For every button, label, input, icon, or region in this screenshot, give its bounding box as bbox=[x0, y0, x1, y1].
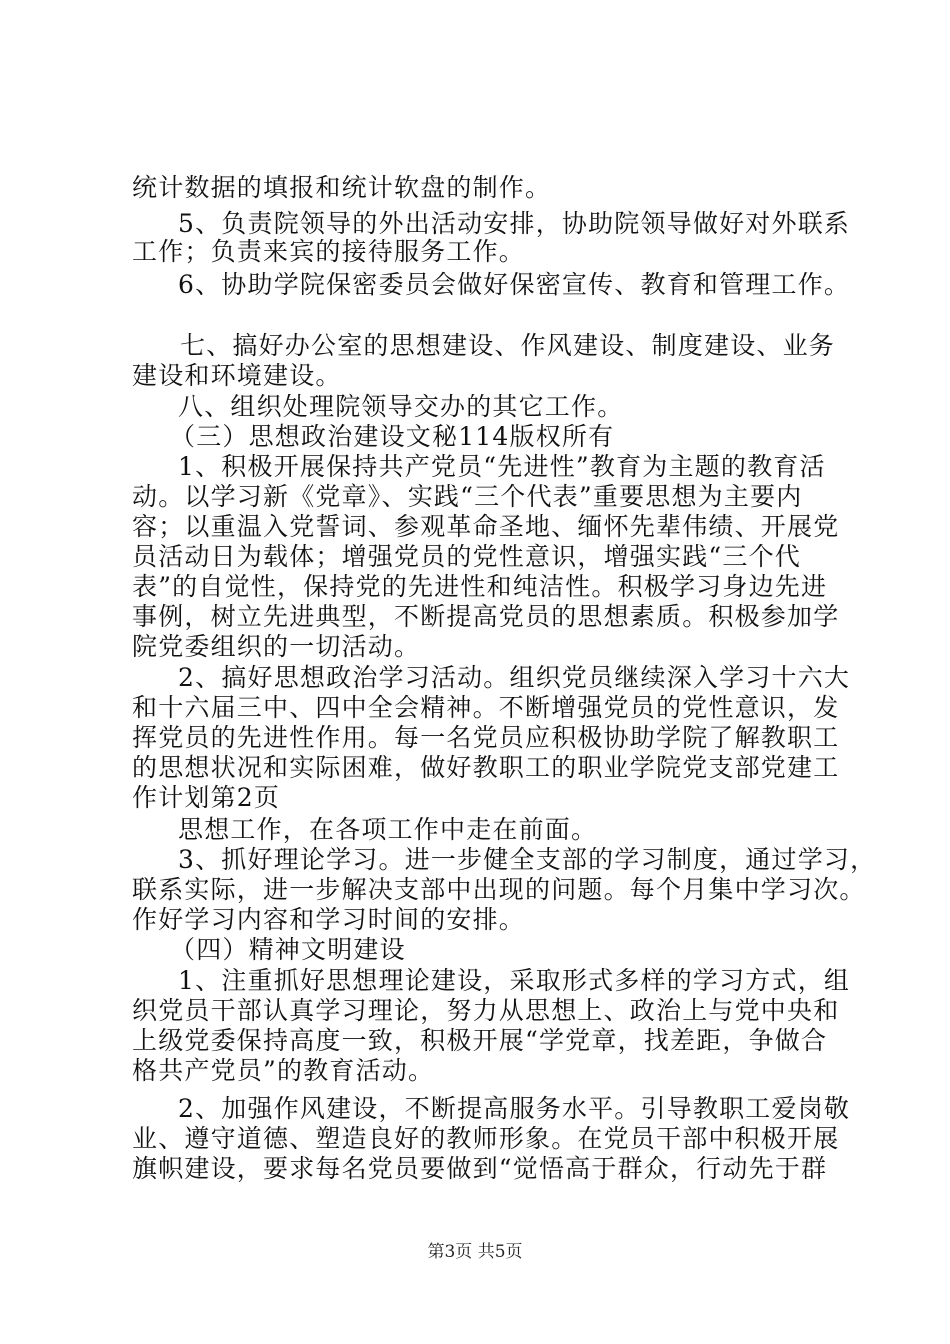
text-line: 2、加强作风建设，不断提高服务水平。引导教职工爱岗敬 bbox=[178, 1094, 851, 1123]
text-line: 1、积极开展保持共产党员“先进性”教育为主题的教育活 bbox=[178, 452, 826, 481]
text-line: 织党员干部认真学习理论，努力从思想上、政治上与党中央和 bbox=[132, 996, 840, 1025]
section-heading: （四）精神文明建设 bbox=[170, 935, 406, 964]
text-line: 建设和环境建设。 bbox=[132, 361, 342, 390]
text-line: 3、抓好理论学习。进一步健全支部的学习制度，通过学习， bbox=[178, 845, 877, 874]
text-line: 旗帜建设，要求每名党员要做到“觉悟高于群众，行动先于群 bbox=[132, 1154, 828, 1183]
text-line: 挥党员的先进性作用。每一名党员应积极协助学院了解教职工 bbox=[132, 723, 840, 752]
text-line: 统计数据的填报和统计软盘的制作。 bbox=[132, 173, 552, 202]
page-number: 第3页 共5页 bbox=[427, 1242, 523, 1262]
text-line: 5、负责院领导的外出活动安排，协助院领导做好对外联系 bbox=[178, 209, 851, 238]
text-line: 容；以重温入党誓词、参观革命圣地、缅怀先辈伟绩、开展党 bbox=[132, 512, 840, 541]
text-line: 作好学习内容和学习时间的安排。 bbox=[132, 905, 526, 934]
text-line: 2、搞好思想政治学习活动。组织党员继续深入学习十六大 bbox=[178, 663, 851, 692]
section-heading: （三）思想政治建设文秘114版权所有 bbox=[170, 422, 615, 451]
text-line: 1、注重抓好思想理论建设，采取形式多样的学习方式，组 bbox=[178, 966, 851, 995]
text-line: 表”的自觉性，保持党的先进性和纯洁性。积极学习身边先进 bbox=[132, 572, 828, 601]
text-line: 和十六届三中、四中全会精神。不断增强党员的党性意识，发 bbox=[132, 693, 840, 722]
text-line: 格共产党员”的教育活动。 bbox=[132, 1056, 435, 1085]
text-line: 事例，树立先进典型，不断提高党员的思想素质。积极参加学 bbox=[132, 602, 840, 631]
text-line: 业、遵守道德、塑造良好的教师形象。在党员干部中积极开展 bbox=[132, 1124, 840, 1153]
text-line: 6、协助学院保密委员会做好保密宣传、教育和管理工作。 bbox=[178, 270, 851, 299]
text-line: 八、组织处理院领导交办的其它工作。 bbox=[178, 392, 624, 421]
text-line: 联系实际，进一步解决支部中出现的问题。每个月集中学习次。 bbox=[132, 875, 866, 904]
text-line: 作计划第2页 bbox=[132, 783, 281, 812]
text-line: 动。以学习新《党章》、实践“三个代表”重要思想为主要内 bbox=[132, 482, 803, 511]
text-line: 七、搞好办公室的思想建设、作风建设、制度建设、业务 bbox=[180, 331, 836, 360]
text-line: 员活动日为载体；增强党员的党性意识，增强实践“三个代 bbox=[132, 542, 801, 571]
text-line: 思想工作，在各项工作中走在前面。 bbox=[178, 815, 598, 844]
text-line: 上级党委保持高度一致，积极开展“学党章，找差距，争做合 bbox=[132, 1026, 828, 1055]
text-line: 的思想状况和实际困难，做好教职工的职业学院党支部党建工 bbox=[132, 753, 840, 782]
text-line: 院党委组织的一切活动。 bbox=[132, 632, 421, 661]
text-line: 工作；负责来宾的接待服务工作。 bbox=[132, 237, 526, 266]
